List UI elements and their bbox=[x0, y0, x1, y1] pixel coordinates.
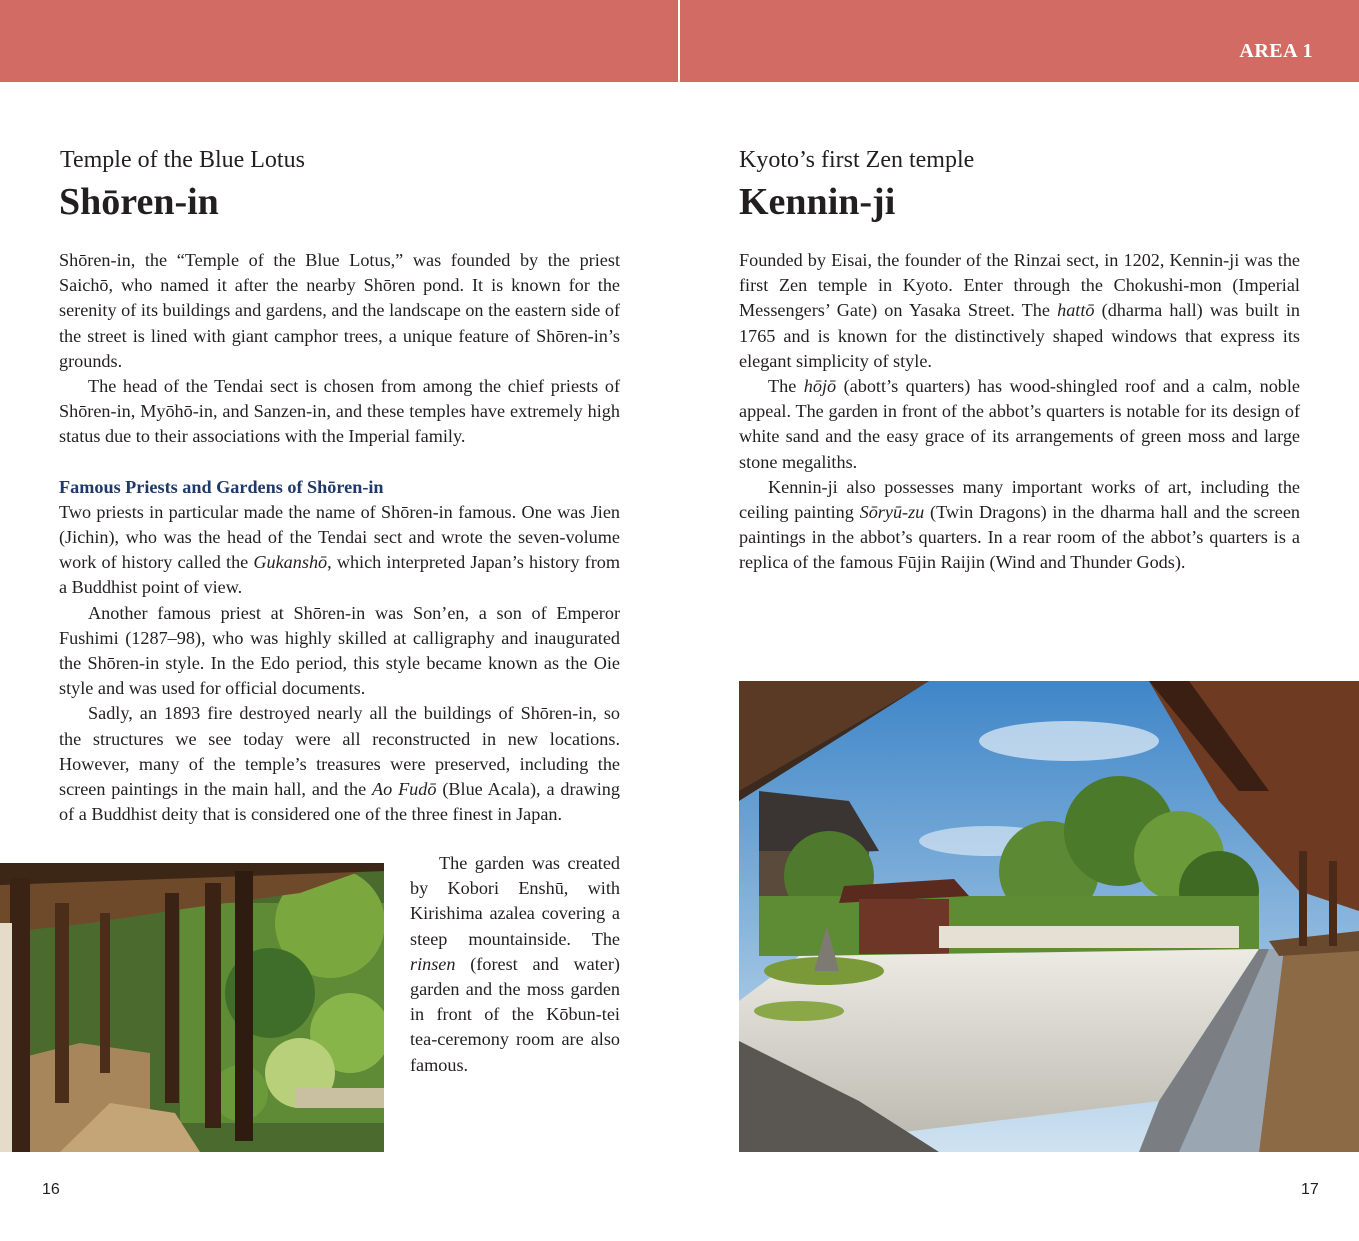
right-title: Kennin-ji bbox=[739, 181, 896, 223]
text-run: Kennin-ji also possesses many important works of art, including the ceiling painting bbox=[739, 476, 1300, 523]
left-title: Shōren-in bbox=[59, 181, 219, 223]
section-paragraph bbox=[59, 500, 620, 601]
left-paragraph: The head of the Tendai sect is chosen from among the chief priests of Shōren-in, Myōhō-in, and Sanzen-in, and these temples have extremely high status due to their associations with the Imperial family. bbox=[59, 376, 620, 447]
left-subtitle: Temple of the Blue Lotus bbox=[60, 147, 305, 173]
page-number-right: 17 bbox=[1301, 1181, 1319, 1198]
italic-term: Sōryū-zu bbox=[859, 502, 925, 523]
text-run: , which interpreted Japan’s history from a Buddhist point of view. bbox=[59, 552, 621, 598]
garden-paragraph bbox=[410, 851, 620, 1078]
text-run: Sadly, an 1893 fire destroyed nearly all the buildings of Shōren-in, so the structures we see today were all reconstructed in new locations. However, many of the temple’s treasures were preserved, including the screen paintings in the main hall, and the bbox=[59, 703, 620, 800]
area-label: AREA 1 bbox=[1239, 40, 1313, 62]
italic-term: Gukanshō bbox=[253, 552, 328, 573]
text-run: (dharma hall) was built in 1765 and is known for the distinctively shaped windows that express its elegant simplicity of style. bbox=[739, 300, 1301, 371]
right-subtitle: Kyoto’s first Zen temple bbox=[739, 147, 975, 173]
section-paragraph: Another famous priest at Shōren-in was Son’en, a son of Emperor Fushimi (1287–98), who was highly skilled at calligraphy and inaugurated the Shōren-in style. In the Edo period, this style became known as the Oie style and was used for official documents. bbox=[59, 602, 620, 699]
garden-text bbox=[410, 851, 620, 1078]
italic-term: Ao Fudō bbox=[372, 779, 437, 800]
text-run: Founded by Eisai, the founder of the Rinzai sect, in 1202, Kennin-ji was the first Zen temple in Kyoto. Enter through the Chokushi-mon (Imperial Messengers’ Gate) on Yasaka Street. The bbox=[739, 250, 1300, 321]
text-run: The bbox=[768, 376, 804, 397]
section-heading: Famous Priests and Gardens of Shōren-in bbox=[59, 476, 384, 497]
kennin-ji-zen-garden-photo bbox=[739, 681, 1359, 1152]
right-paragraph bbox=[739, 475, 1300, 576]
italic-term: rinsen bbox=[410, 953, 456, 974]
text-run: (Twin Dragons) in the dharma hall and the screen paintings in the abbot’s quarters. In a rear room of the abbot’s quarters is a replica of the famous Fūjin Raijin (Wind and Thunder Gods). bbox=[739, 502, 1300, 573]
right-paragraph bbox=[739, 248, 1300, 374]
text-run: Two priests in particular made the name of Shōren-in famous. One was Jien (Jichin), who was the head of the Tendai sect and wrote the seven-volume work of history called the bbox=[59, 501, 620, 573]
text-run: (Blue Acala), a drawing of a Buddhist deity that is considered one of the three finest in Japan. bbox=[59, 779, 620, 825]
section-paragraph bbox=[59, 701, 620, 827]
text-run: (forest and water) garden and the moss garden in front of the Kōbun-tei tea-ceremony room are also famous. bbox=[410, 953, 620, 1075]
left-body bbox=[59, 248, 620, 827]
page-number-left: 16 bbox=[42, 1181, 60, 1198]
text-run: (abott’s quarters) has wood-shingled roof and a calm, noble appeal. The garden in front of the abbot’s quarters is notable for its design of white sand and the easy grace of its arrangements of green moss and large stone megaliths. bbox=[739, 376, 1301, 472]
left-paragraph: Shōren-in, the “Temple of the Blue Lotus,” was founded by the priest Saichō, who named it after the nearby Shōren pond. It is known for the serenity of its buildings and gardens, and the landscape on the eastern side of the street is lined with giant camphor trees, a unique feature of Shōren-in’s grounds. bbox=[59, 250, 620, 371]
right-paragraph bbox=[739, 374, 1300, 475]
header-band-left bbox=[0, 0, 678, 82]
italic-term: hōjō bbox=[803, 376, 837, 397]
text-run: The garden was created by Kobori Enshū, with Kirishima azalea covering a steep mountainside. The bbox=[410, 853, 620, 949]
shoren-in-veranda-photo bbox=[0, 863, 384, 1152]
right-body bbox=[739, 248, 1300, 576]
italic-term: hattō bbox=[1057, 300, 1095, 321]
